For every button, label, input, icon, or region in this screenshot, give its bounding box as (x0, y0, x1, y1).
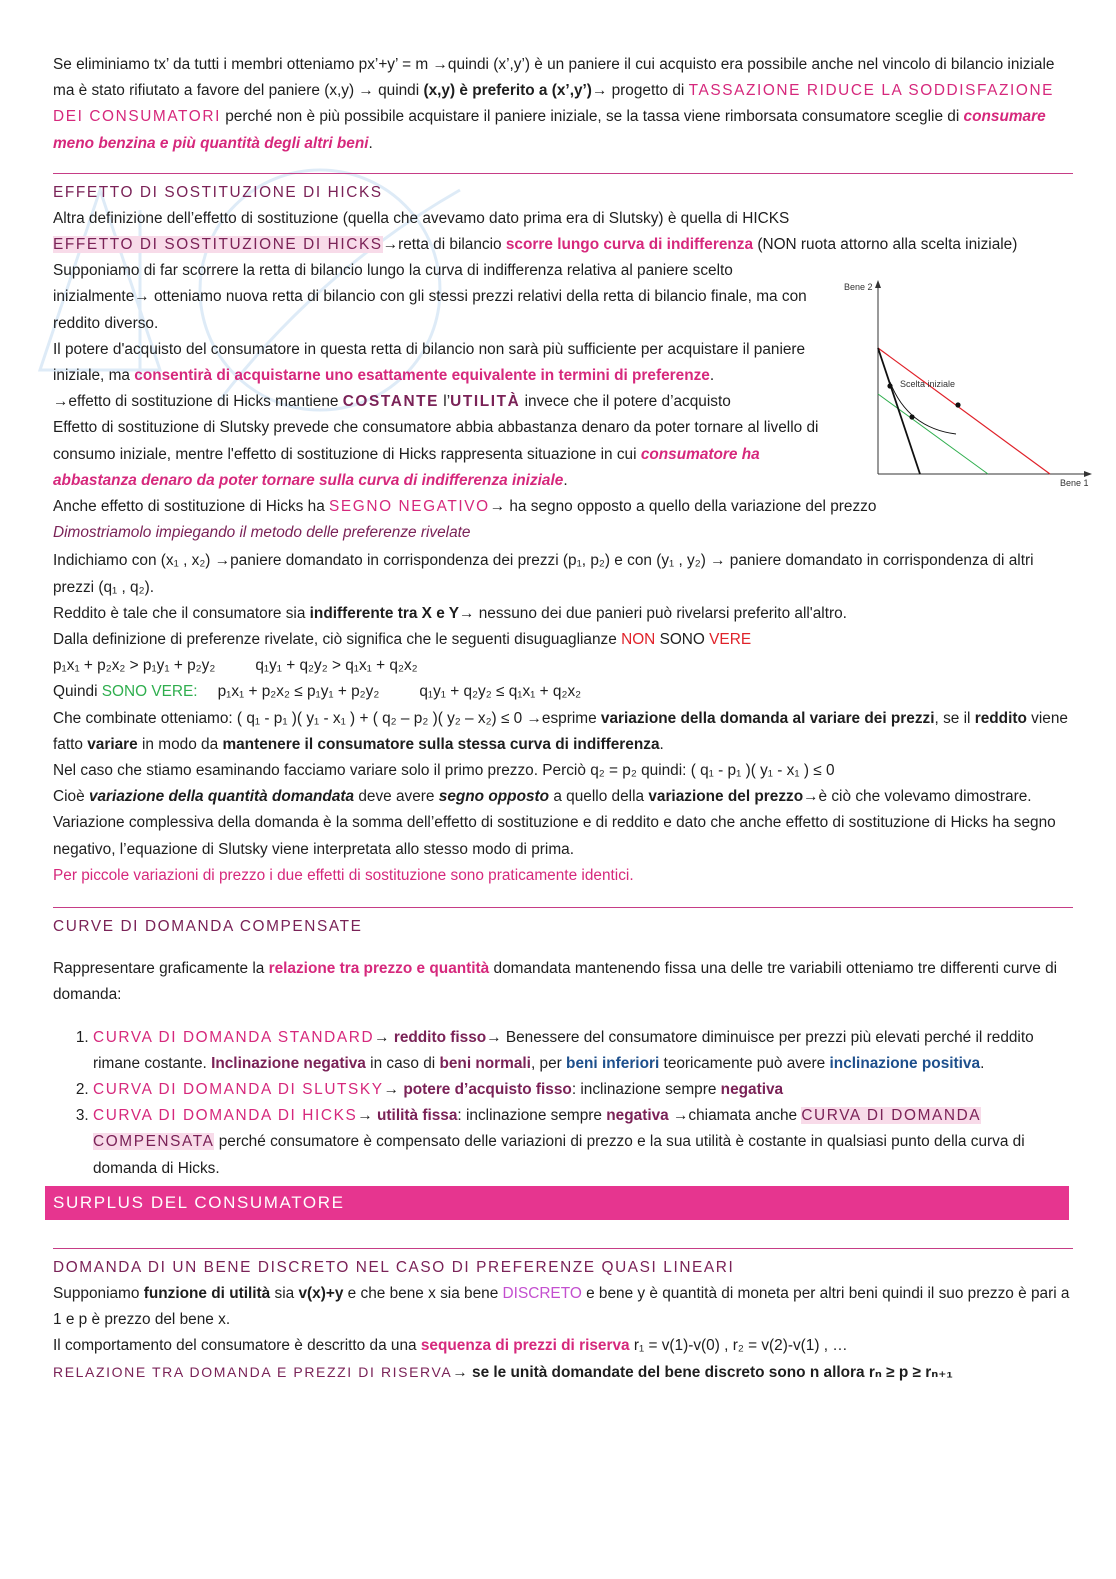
section-compensated (53, 907, 1073, 1182)
demand-curve-list (53, 1025, 1073, 1182)
discrete-line-3: RELAZIONE TRA DOMANDA E PREZZI DI RISERVA→ se le unità domandate del bene discreto sono n allora rₙ ≥ p ≥ rₙ₊₁ (53, 1364, 953, 1382)
paragraph-tax: Se eliminiamo tx’ da tutti i membri otteniamo px’+y’ = m →quindi (x’,y’) è un paniere il cui acquisto era possibile anche nel vincolo di bilancio iniziale ma è stato rifiutato a favore del paniere (x,y) → quindi (x,y) è preferito a (x’,y’)→ progetto di TASSAZIONE RIDUCE LA SODDISFAZIONE DEI CONSUMATORI perché non è più possibile acquistare il paniere iniziale, se la tassa viene rimborsata consumatore sceglie di consumare meno benzina e più quantità degli altri beni. (53, 56, 1055, 152)
section-title: DOMANDA DI UN BENE DISCRETO NEL CASO DI PREFERENZE QUASI LINEARI (53, 1258, 735, 1276)
discrete-line-1: Supponiamo funzione di utilità sia v(x)+y e che bene x sia bene DISCRETO e bene y è quantità di moneta per altri beni quindi il suo prezzo è pari a 1 e p è prezzo del bene x. (53, 1284, 1070, 1328)
hicks-line-3: Supponiamo di far scorrere la retta di bilancio lungo la curva di indifferenza relativa al paniere scelto inizialmente→ otteniamo nuova retta di bilancio con gli stessi prezzi relativi della retta di bilancio finale, ma con reddito diverso. (53, 262, 807, 332)
document-page (53, 52, 1073, 1387)
hicks-line-2: EFFETTO DI SOSTITUZIONE DI HICKS→retta di bilancio scorre lungo curva di indifferenza (NON ruota attorno alla scelta iniziale) (53, 236, 1018, 254)
list-item: 1. CURVA DI DOMANDA STANDARD→ reddito fisso→ Benessere del consumatore diminuisce per prezzi più elevati perché il reddito rimane costante. Inclinazione negativa in caso di beni normali, per beni inferiori teoricamente può avere inclinazione positiva. (93, 1025, 1073, 1077)
hicks-line-9: Indichiamo con (x₁ , x₂) →paniere domandato in corrispondenza dei prezzi (p₁, p₂) e con (y₁ , y₂) → paniere domandato in corrispondenza di altri prezzi (q₁ , q₂). (53, 552, 1034, 596)
hicks-line-15: Cioè variazione della quantità domandata deve avere segno opposto a quello della variazione del prezzo→è ciò che volevamo dimostrare. (53, 788, 1032, 806)
section-discrete (53, 1248, 1073, 1387)
hicks-line-5: →effetto di sostituzione di Hicks mantiene COSTANTE l’UTILITÀ invece che il potere d’acquisto (53, 393, 731, 411)
hicks-line-10: Reddito è tale che il consumatore sia indifferente tra X e Y→ nessuno dei due panieri può rivelarsi preferito all'altro. (53, 604, 847, 622)
hicks-line-8: Dimostriamolo impiegando il metodo delle preferenze rivelate (53, 524, 471, 542)
x-axis-label: Bene 1 (1060, 478, 1089, 488)
section-title: EFFETTO DI SOSTITUZIONE DI HICKS (53, 183, 383, 201)
hicks-line-13: Che combinate otteniamo: ( q₁ - p₁ )( y₁ - x₁ ) + ( q₂ – p₂ )( y₂ – x₂) ≤ 0 →esprime variazione della domanda al variare dei prezzi, se il reddito viene fatto variare in modo da mantenere il consumatore sulla stessa curva di indifferenza. (53, 709, 1068, 753)
compensated-intro: Rappresentare graficamente la relazione tra prezzo e quantità domandata mantenendo fissa una delle tre variabili otteniamo tre differenti curve di domanda: (53, 960, 1058, 1004)
hicks-line-4: Il potere d'acquisto del consumatore in questa retta di bilancio non sarà più sufficiente per acquistare il paniere iniziale, ma consentirà di acquistarne uno esattamente equivalente in termini di preferenze. (53, 340, 806, 385)
hicks-line-11: Dalla definizione di preferenze rivelate, ciò significa che le seguenti disuguaglianze NON SONO VERE (53, 631, 752, 649)
section-banner-surplus: SURPLUS DEL CONSUMATORE (45, 1186, 1069, 1220)
section-title: CURVE DI DOMANDA COMPENSATE (53, 918, 363, 936)
hicks-line-7: Anche effetto di sostituzione di Hicks ha SEGNO NEGATIVO→ ha segno opposto a quello della variazione del prezzo (53, 498, 877, 516)
hicks-line-6: Effetto di sostituzione di Slutsky prevede che consumatore abbia abbastanza denaro da poter tornare al livello di consumo iniziale, mentre l'effetto di sostituzione di Hicks rappresenta situazione in cui consumatore ha abbastanza denaro da poter tornare sulla curva di indifferenza iniziale. (53, 419, 819, 489)
hicks-equations-true: Quindi SONO VERE: p₁x₁ + p₂x₂ ≤ p₁y₁ + p₂y₂ q₁y₁ + q₂y₂ ≤ q₁x₁ + q₂x₂ (53, 683, 582, 701)
hicks-equations-false: p₁x₁ + p₂x₂ > p₁y₁ + p₂y₂ q₁y₁ + q₂y₂ > q₁x₁ + q₂x₂ (53, 657, 418, 675)
hicks-line-14: Nel caso che stiamo esaminando facciamo variare solo il primo prezzo. Perciò q₂ = p₂ quindi: ( q₁ - p₁ )( y₁ - x₁ ) ≤ 0 (53, 762, 835, 780)
list-item: 3. CURVA DI DOMANDA DI HICKS→ utilità fissa: inclinazione sempre negativa →chiamata anche CURVA DI DOMANDA COMPENSATA perché consumatore è compensato delle variazioni di prezzo e la sua utilità è costante in qualsiasi punto della curva di domanda di Hicks. (93, 1103, 1073, 1182)
x-axis-arrow (1084, 471, 1092, 477)
list-item: 2. CURVA DI DOMANDA DI SLUTSKY→ potere d’acquisto fisso: inclinazione sempre negativa (93, 1077, 1073, 1103)
discrete-line-2: Il comportamento del consumatore è descritto da una sequenza di prezzi di riserva r₁ = v(1)-v(0) , r₂ = v(2)-v(1) , … (53, 1337, 848, 1355)
y-axis-label: Bene 2 (844, 282, 873, 292)
hicks-line-17: Per piccole variazioni di prezzo i due effetti di sostituzione sono praticamente identici. (53, 866, 634, 884)
hicks-line-16: Variazione complessiva della domanda è la somma dell’effetto di sostituzione e di reddito e dato che anche effetto di sostituzione di Hicks ha segno negativo, l’equazione di Slutsky viene interpretata allo stesso modo di prima. (53, 814, 1056, 858)
section-hicks (53, 173, 1073, 889)
hicks-line-1: Altra definizione dell’effetto di sostituzione (quella che avevamo dato prima era di Slutsky) è quella di HICKS (53, 209, 790, 227)
point-label: Scelta iniziale (900, 379, 956, 389)
